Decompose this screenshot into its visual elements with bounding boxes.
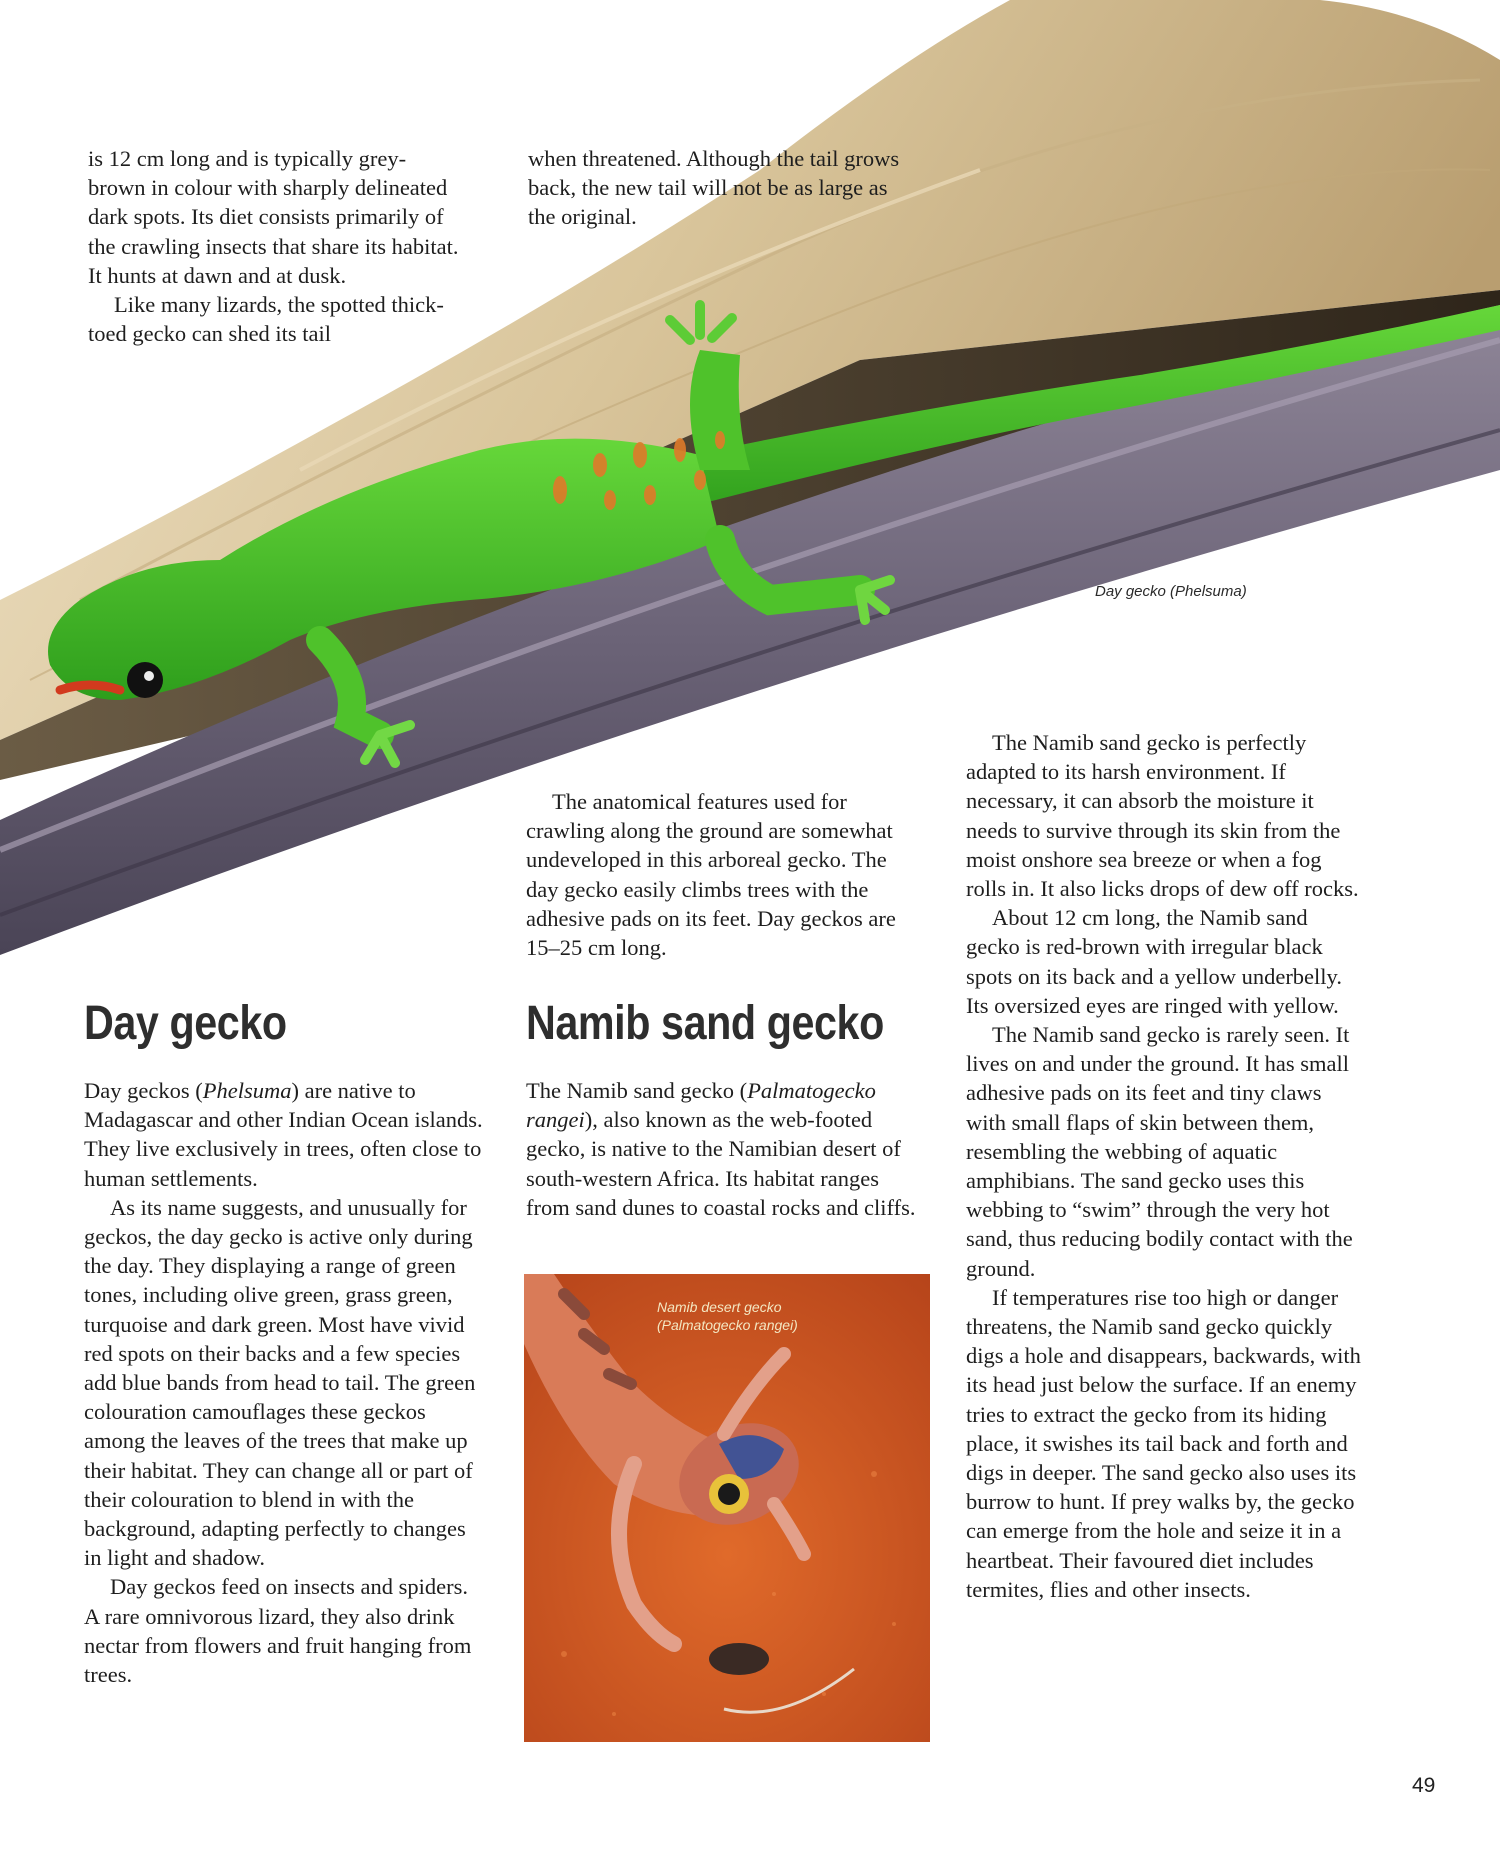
middle-text: [526, 787, 922, 962]
paragraph: [526, 1076, 922, 1222]
page-number: 49: [1412, 1774, 1436, 1797]
paragraph: The anatomical features used for crawling along the ground are somewhat undeveloped in this arboreal gecko. The day gecko easily climbs trees with the adhesive pads on its feet. Day geckos are 15–25 cm long.: [526, 789, 896, 961]
top-middle-text: [528, 144, 918, 232]
species-name: Phelsuma: [202, 1078, 292, 1103]
paragraph: If temperatures rise too high or danger threatens, the Namib sand gecko quickly digs a hole and disappears, backwards, with its head just below the surface. If an enemy tries to extract the gecko from its hiding place, it swishes its tail back and forth and digs in deeper. The sand gecko also uses its burrow to hunt. If prey walks by, the gecko can emerge from the hole and seize it in a heartbeat. Their favoured diet includes termites, flies and other insects.: [966, 1284, 1361, 1602]
paragraph: The Namib sand gecko is perfectly adapted to its harsh environment. If necessary, it can absorb the moisture it needs to survive through its skin from the moist onshore sea breeze or when a fog rolls in. It also licks drops of dew off rocks.: [966, 730, 1359, 902]
paragraph: is 12 cm long and is typically grey-brown in colour with sharply delineated dark spots. Its diet consists primarily of the crawling insects that share its habitat. It hunts at dawn and at dusk.: [88, 146, 459, 288]
paragraph: when threatened. Although the tail grows back, the new tail will not be as large as the original.: [528, 146, 900, 230]
text-run: ) are native to Madagascar and other Indian Ocean islands. They live exclusively in trees, often close to human settlements.: [84, 1078, 483, 1191]
paragraph: As its name suggests, and unusually for geckos, the day gecko is active only during the day. They displaying a range of green tones, including olive green, grass green, turquoise and dark green. Most have vivid red spots on their backs and a few species add blue bands from head to tail. The green colouration camouflages these geckos among the leaves of the trees that make up their habitat. They can change all or part of their colouration to blend in with the background, adapting perfectly to changes in light and shadow.: [84, 1194, 476, 1571]
text-run: Day geckos (: [84, 1078, 203, 1103]
text-run: The Namib sand gecko (: [526, 1078, 748, 1103]
photo-caption: [657, 1298, 798, 1334]
hero-caption: Day gecko (Phelsuma): [1095, 583, 1247, 600]
day-gecko-text: [84, 1076, 484, 1689]
paragraph: Like many lizards, the spotted thick-toed gecko can shed its tail: [88, 292, 444, 347]
paragraph: About 12 cm long, the Namib sand gecko is red-brown with irregular black spots on its back and a yellow underbelly. Its oversized eyes are ringed with yellow.: [966, 905, 1342, 1018]
namib-gecko-text: [526, 1076, 922, 1222]
photo-caption-line: Namib desert gecko: [657, 1299, 782, 1315]
photo-caption-line: (Palmatogecko rangei): [657, 1317, 798, 1333]
text-run: ), also known as the web-footed gecko, is native to the Namibian desert of south-western Africa. Its habitat ranges from sand dunes to coastal rocks and cliffs.: [526, 1107, 916, 1220]
right-text: [966, 728, 1364, 1604]
day-gecko-heading: Day gecko: [84, 997, 287, 1050]
namib-gecko-photo-frame: [524, 1274, 930, 1742]
paragraph: Day geckos feed on insects and spiders. A rare omnivorous lizard, they also drink nectar from flowers and fruit hanging from trees.: [84, 1574, 472, 1688]
namib-gecko-heading: Namib sand gecko: [526, 997, 884, 1050]
paragraph: The Namib sand gecko is rarely seen. It lives on and under the ground. It has small adhesive pads on its feet and tiny claws with small flaps of skin between them, resembling the webbing of aquatic amphibians. The sand gecko uses this webbing to “swim” through the very hot sand, thus reducing bodily contact with the ground.: [966, 1022, 1353, 1281]
paragraph: [84, 1076, 484, 1193]
namib-gecko-photo: [524, 1274, 930, 1742]
species-name: Palmatogecko rangei: [526, 1078, 876, 1133]
top-left-text: [88, 144, 460, 348]
